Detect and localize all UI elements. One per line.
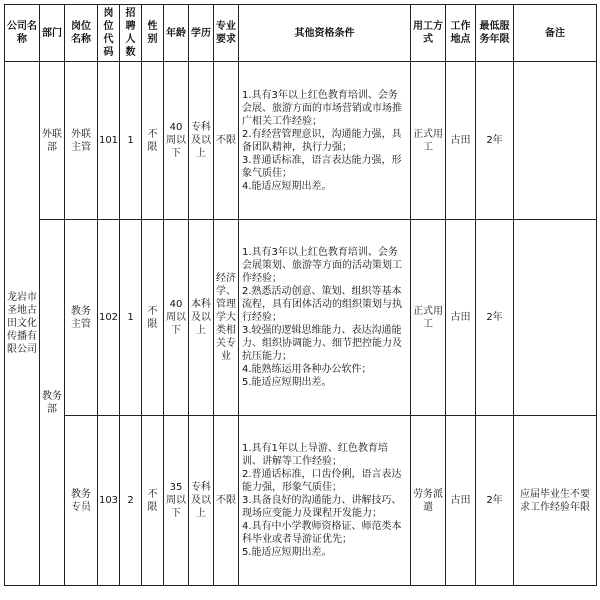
requirement-item: 5.能适应短期出差。 bbox=[242, 547, 332, 558]
age-cell: 40周以下 bbox=[164, 62, 189, 220]
header-education: 学历 bbox=[189, 5, 214, 62]
header-count: 招聘人数 bbox=[120, 5, 142, 62]
department-cell: 外联部 bbox=[40, 62, 65, 220]
requirement-item: 3.具备良好的沟通能力、讲解技巧、现场应变能力及课程开发能力； bbox=[242, 495, 402, 519]
code-cell: 103 bbox=[98, 416, 120, 586]
requirement-item: 2.有经营管理意识，沟通能力强，具备团队精神，执行力强； bbox=[242, 128, 402, 153]
gender-cell: 不限 bbox=[142, 62, 164, 220]
company-name: 龙岩市圣地古田文化传播有限公司 bbox=[5, 62, 40, 586]
code-cell: 102 bbox=[98, 220, 120, 416]
requirement-item: 4.能熟练运用各种办公软件； bbox=[242, 364, 372, 375]
employment-cell: 劳务派遣 bbox=[411, 416, 446, 586]
note-cell bbox=[514, 62, 597, 220]
position-cell: 外联主管 bbox=[65, 62, 98, 220]
min-years-cell: 2年 bbox=[476, 416, 514, 586]
employment-cell: 正式用工 bbox=[411, 220, 446, 416]
count-cell: 2 bbox=[120, 416, 142, 586]
education-cell: 专科及以上 bbox=[189, 416, 214, 586]
major-cell: 不限 bbox=[214, 416, 239, 586]
count-cell: 1 bbox=[120, 62, 142, 220]
requirement-item: 4.能适应短期出差。 bbox=[242, 180, 332, 192]
major-cell: 经济学、管理学大类相关专业 bbox=[214, 220, 239, 416]
header-note: 备注 bbox=[514, 5, 597, 62]
major-cell: 不限 bbox=[214, 62, 239, 220]
table-row bbox=[5, 62, 597, 220]
note-cell: 应届毕业生不要求工作经验年限 bbox=[514, 416, 597, 586]
employment-cell: 正式用工 bbox=[411, 62, 446, 220]
location-cell: 古田 bbox=[446, 416, 476, 586]
header-company: 公司名称 bbox=[5, 5, 40, 62]
header-department: 部门 bbox=[40, 5, 65, 62]
header-row bbox=[5, 5, 597, 62]
requirements-cell bbox=[239, 220, 411, 416]
position-cell: 教务主管 bbox=[65, 220, 98, 416]
requirements-cell bbox=[239, 62, 411, 220]
requirement-item: 3.普通话标准，语言表达能力强，形象气质佳； bbox=[242, 154, 402, 179]
min-years-cell: 2年 bbox=[476, 62, 514, 220]
header-gender: 性别 bbox=[142, 5, 164, 62]
table-row bbox=[5, 416, 597, 586]
header-position: 岗位名称 bbox=[65, 5, 98, 62]
header-code: 岗位代码 bbox=[98, 5, 120, 62]
header-major: 专业要求 bbox=[214, 5, 239, 62]
location-cell: 古田 bbox=[446, 220, 476, 416]
age-cell: 40周以下 bbox=[164, 220, 189, 416]
table-row bbox=[5, 220, 597, 416]
header-requirements: 其他资格条件 bbox=[239, 5, 411, 62]
education-cell: 本科及以上 bbox=[189, 220, 214, 416]
header-location: 工作地点 bbox=[446, 5, 476, 62]
note-cell bbox=[514, 220, 597, 416]
requirement-item: 3.较强的逻辑思维能力、表达沟通能力、组织协调能力、细节把控能力及抗压能力； bbox=[242, 325, 402, 362]
location-cell: 古田 bbox=[446, 62, 476, 220]
header-age: 年龄 bbox=[164, 5, 189, 62]
header-min-years: 最低服务年限 bbox=[476, 5, 514, 62]
header-employment: 用工方式 bbox=[411, 5, 446, 62]
requirement-item: 4.具有中小学教师资格证、师范类本科毕业或者导游证优先； bbox=[242, 521, 402, 545]
department-cell: 教务部 bbox=[40, 220, 65, 586]
requirement-item: 2.熟悉活动创意、策划、组织等基本流程，具有团体活动的组织策划与执行经验； bbox=[242, 286, 402, 323]
recruitment-table bbox=[4, 4, 597, 586]
code-cell: 101 bbox=[98, 62, 120, 220]
age-cell: 35周以下 bbox=[164, 416, 189, 586]
count-cell: 1 bbox=[120, 220, 142, 416]
requirement-item: 1.具有3年以上红色教育培训、会务会展策划、旅游等方面的活动策划工作经验； bbox=[242, 247, 402, 284]
requirement-item: 1.具有3年以上红色教育培训、会务会展、旅游方面的市场营销或市场推广相关工作经验； bbox=[242, 89, 402, 127]
requirement-item: 5.能适应短期出差。 bbox=[242, 377, 332, 388]
requirement-item: 2.普通话标准，口齿伶俐，语言表达能力强，形象气质佳； bbox=[242, 469, 402, 493]
min-years-cell: 2年 bbox=[476, 220, 514, 416]
gender-cell: 不限 bbox=[142, 220, 164, 416]
requirements-cell bbox=[239, 416, 411, 586]
gender-cell: 不限 bbox=[142, 416, 164, 586]
position-cell: 教务专员 bbox=[65, 416, 98, 586]
education-cell: 专科及以上 bbox=[189, 62, 214, 220]
requirement-item: 1.具有1年以上导游、红色教育培训、讲解等工作经验； bbox=[242, 443, 388, 467]
